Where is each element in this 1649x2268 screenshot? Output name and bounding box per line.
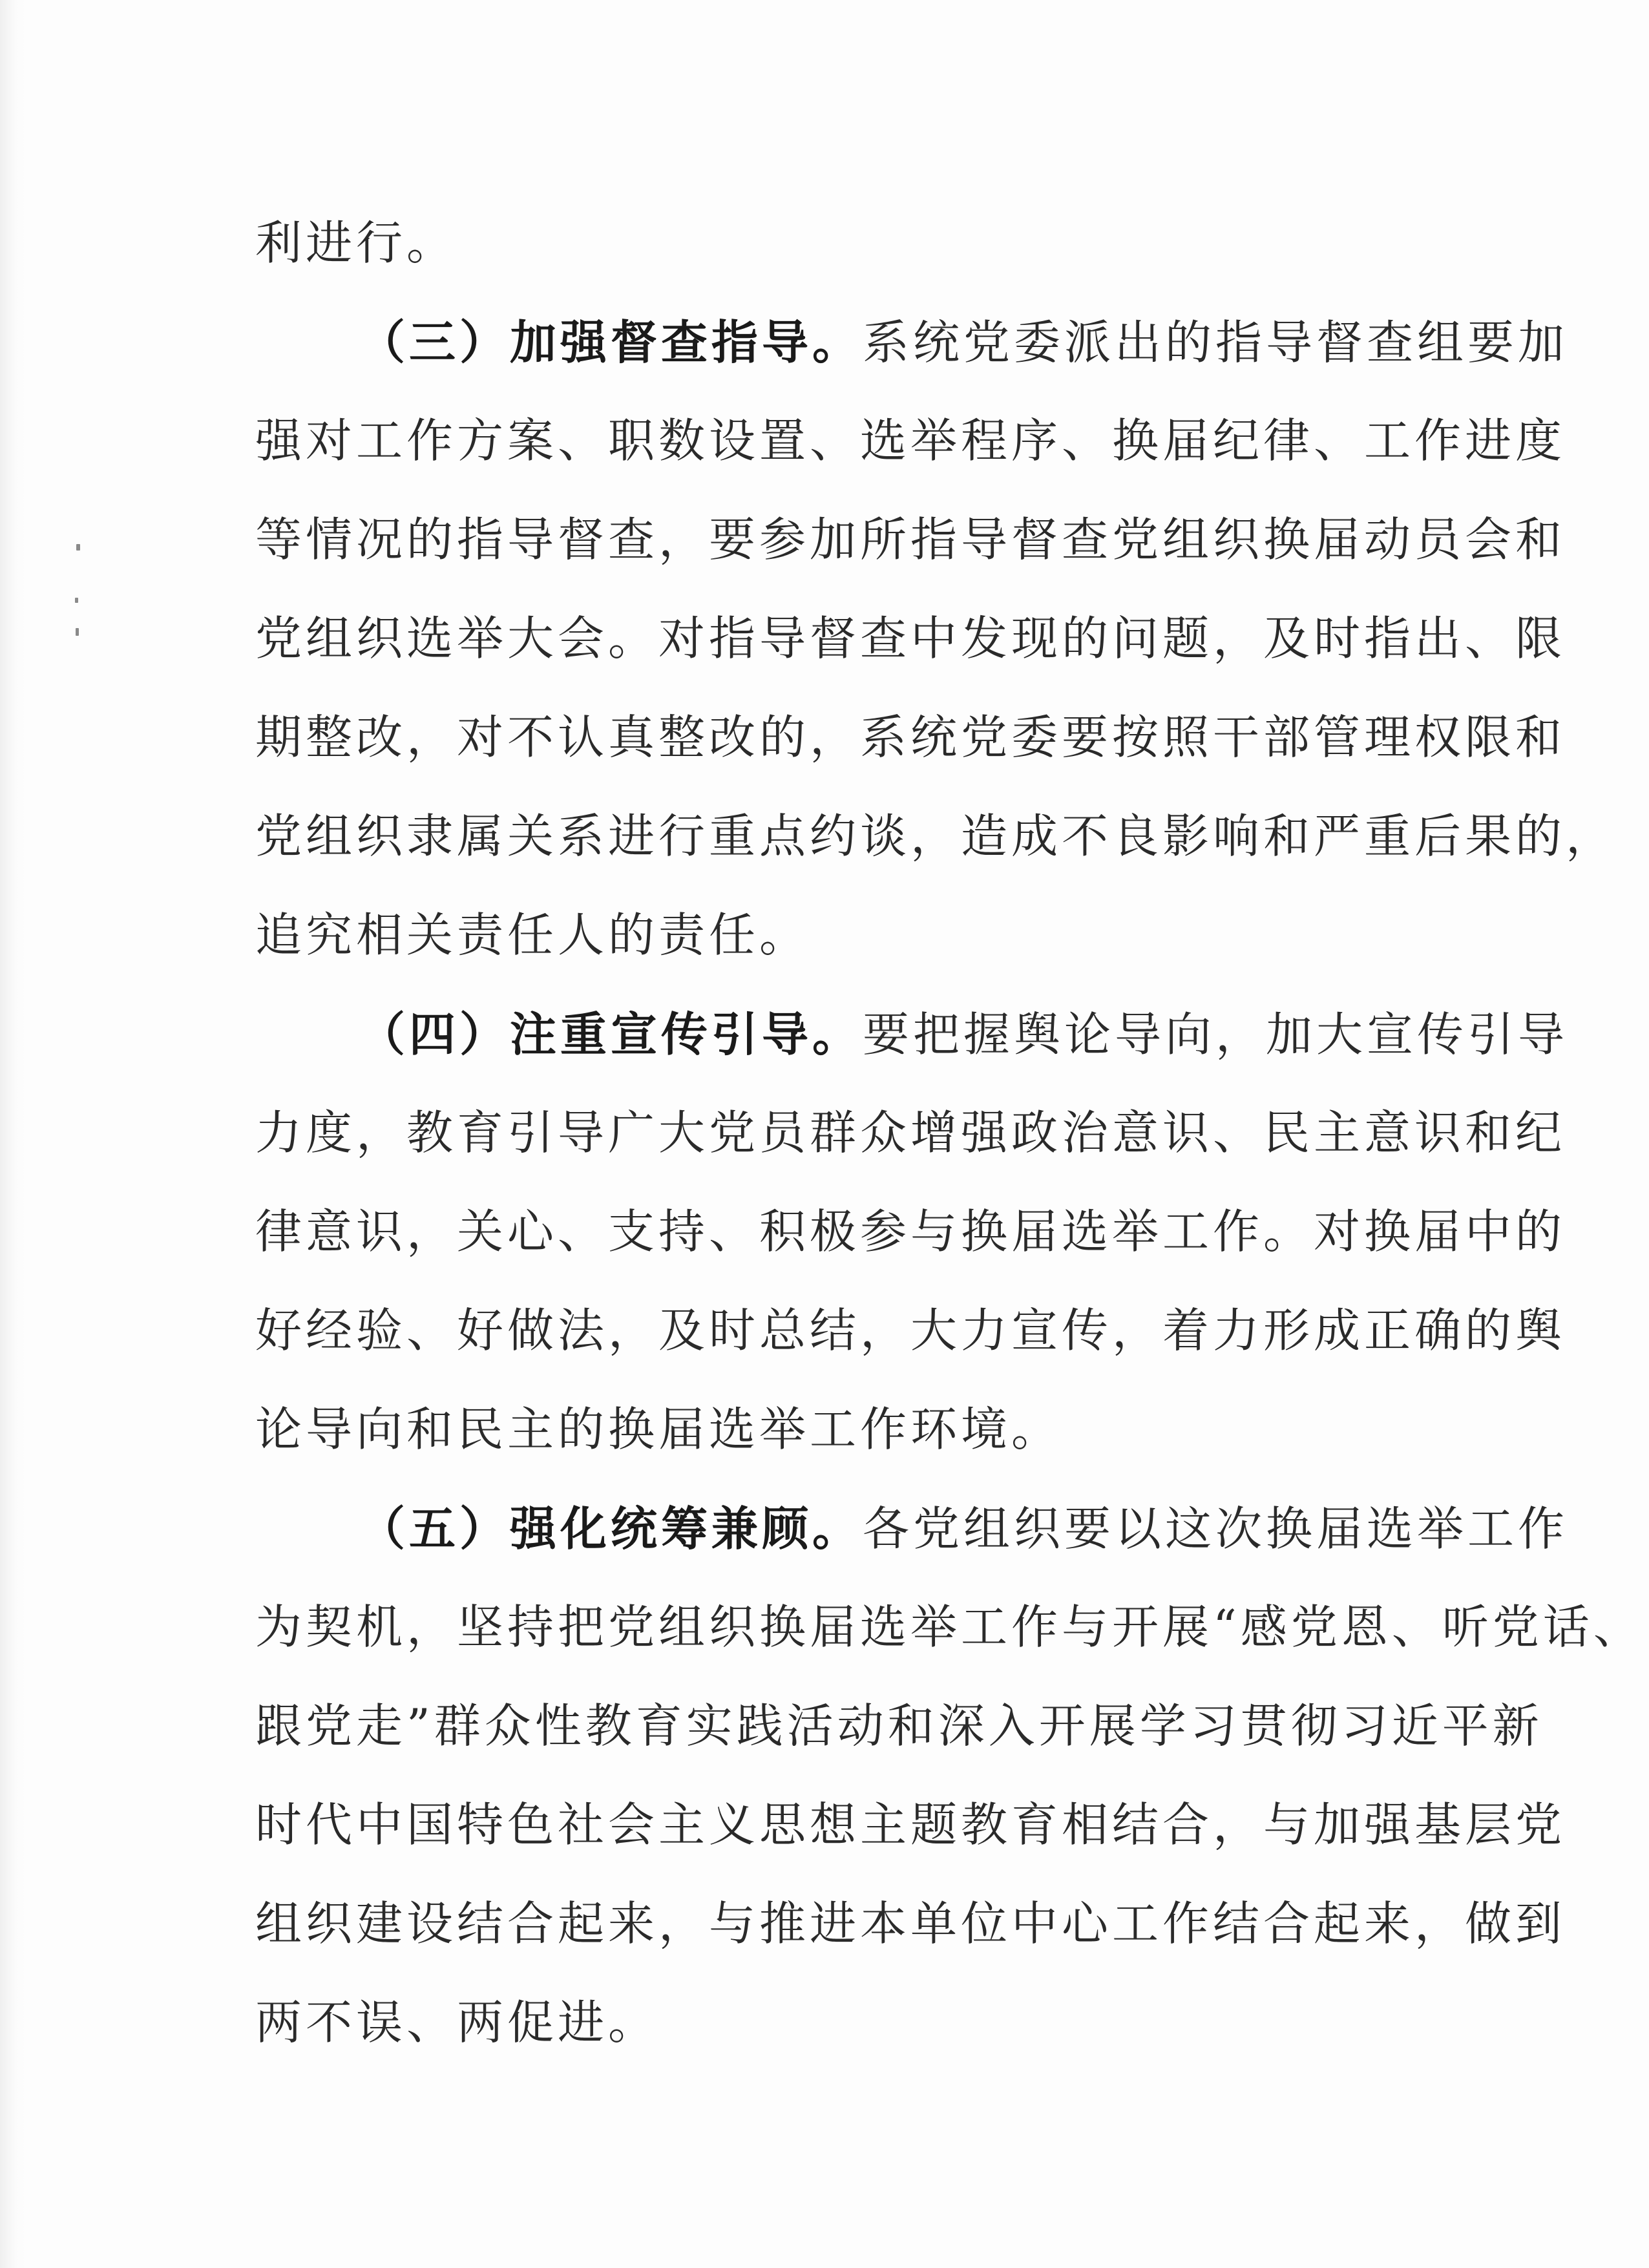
section-heading: （四）注重宣传引导。 xyxy=(359,1007,863,1062)
paragraph-text: 系统党委派出的指导督查组要加 xyxy=(863,315,1569,370)
paragraph-line: 两不误、两促进。 xyxy=(255,1995,659,2050)
scan-speck xyxy=(75,598,78,603)
scan-speck xyxy=(76,628,79,636)
scan-speck xyxy=(76,544,80,551)
paragraph-line: 追究相关责任人的责任。 xyxy=(255,908,810,962)
paragraph-line: 等情况的指导督查，要参加所指导督查党组织换届动员会和 xyxy=(255,512,1566,567)
paragraph-line: 力度，教育引导广大党员群众增强政治意识、民主意识和纪 xyxy=(255,1106,1566,1160)
paragraph-line: 好经验、好做法，及时总结，大力宣传，着力形成正确的舆 xyxy=(255,1303,1566,1358)
paragraph-line: 为契机，坚持把党组织换届选举工作与开展“感党恩、听党话、 xyxy=(255,1600,1644,1654)
paragraph-line xyxy=(255,985,1569,1084)
paragraph-line: 律意识，关心、支持、积极参与换届选举工作。对换届中的 xyxy=(255,1204,1566,1259)
section-heading: （三）加强督查指导。 xyxy=(359,315,863,370)
paragraph-line: 组织建设结合起来，与推进本单位中心工作结合起来，做到 xyxy=(255,1896,1566,1951)
paragraph-line: 时代中国特色社会主义思想主题教育相结合，与加强基层党 xyxy=(255,1798,1566,1852)
scan-edge-shadow xyxy=(0,0,26,2268)
paragraph-line: 利进行。 xyxy=(255,216,457,270)
body-text xyxy=(255,194,1644,2072)
paragraph-line xyxy=(255,1479,1569,1578)
paragraph-text: 各党组织要以这次换届选举工作 xyxy=(863,1502,1569,1556)
paragraph-line: 期整改，对不认真整改的，系统党委要按照干部管理权限和 xyxy=(255,710,1566,764)
paragraph-line: 跟党走”群众性教育实践活动和深入开展学习贯彻习近平新 xyxy=(255,1699,1543,1753)
paragraph-line: 强对工作方案、职数设置、选举程序、换届纪律、工作进度 xyxy=(255,414,1566,468)
paragraph-line: 论导向和民主的换届选举工作环境。 xyxy=(255,1402,1062,1456)
paragraph-text: 要把握舆论导向，加大宣传引导 xyxy=(863,1007,1569,1062)
paragraph-line xyxy=(255,293,1569,392)
paragraph-line: 党组织选举大会。对指导督查中发现的问题，及时指出、限 xyxy=(255,611,1566,666)
paragraph-line: 党组织隶属关系进行重点约谈，造成不良影响和严重后果的， xyxy=(255,809,1617,863)
section-heading: （五）强化统筹兼顾。 xyxy=(359,1501,863,1556)
